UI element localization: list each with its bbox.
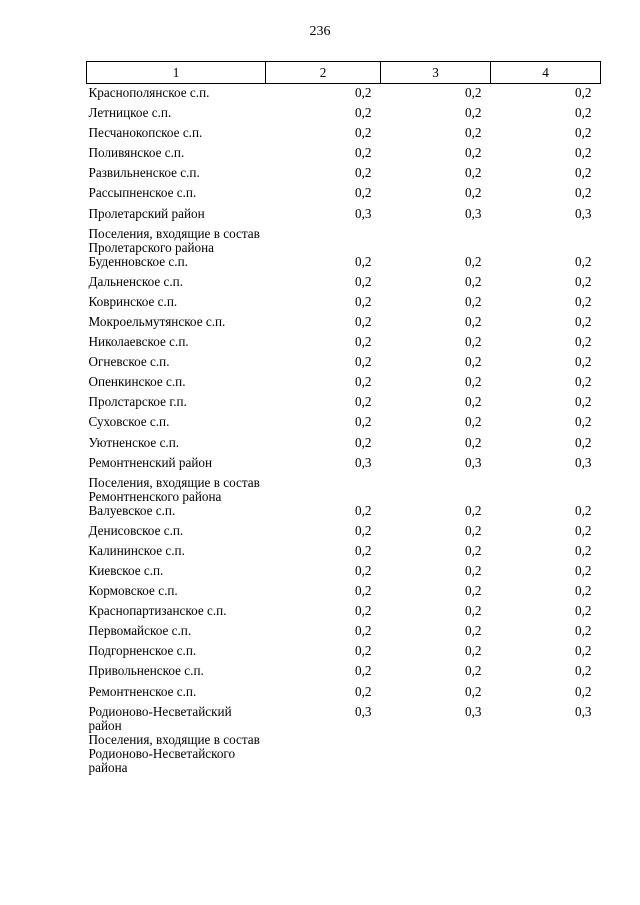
cell-name: Песчанокопское с.п. <box>88 125 203 141</box>
cell-name: Поселения, входящие в состав Родионово-Несветайского района <box>88 731 260 775</box>
cell-name: Буденновское с.п. <box>88 253 188 269</box>
cell-name: Денисовское с.п. <box>88 522 184 538</box>
cell-name: Краснополянское с.п. <box>88 85 210 100</box>
header-col-1: 1 <box>87 62 266 84</box>
cell-col-3: 0,3 <box>465 703 482 719</box>
cell-col-4: 0,2 <box>575 502 592 518</box>
header-col-2: 2 <box>266 62 381 84</box>
cell-name: Подгорненское с.п. <box>88 643 197 659</box>
cell-col-4: 0,2 <box>575 273 592 289</box>
table-row <box>87 146 601 166</box>
cell-col-3: 0,2 <box>465 603 482 619</box>
cell-col-2: 0,2 <box>355 562 372 578</box>
cell-name: Поселения, входящие в состав Ремонтненского района <box>88 474 260 504</box>
table-row <box>87 355 601 375</box>
cell-col-4: 0,2 <box>575 522 592 538</box>
page-number: 236 <box>309 24 331 39</box>
cell-name: Поливянское с.п. <box>88 145 185 161</box>
cell-name: Поселения, входящие в состав Пролетарского района <box>88 225 260 255</box>
cell-col-4: 0,2 <box>575 434 592 450</box>
cell-name: Опенкинское с.п. <box>88 374 186 390</box>
table-row <box>87 685 601 705</box>
cell-col-2: 0,2 <box>355 85 372 100</box>
cell-col-4: 0,2 <box>575 105 592 121</box>
table-row <box>87 705 601 733</box>
cell-col-3: 0,2 <box>465 522 482 538</box>
cell-name: Первомайское с.п. <box>88 623 192 639</box>
cell-col-3: 0,2 <box>465 354 482 370</box>
cell-name: Развильненское с.п. <box>88 165 200 181</box>
cell-col-4: 0,2 <box>575 374 592 390</box>
cell-col-3: 0,2 <box>465 85 482 100</box>
cell-col-3: 0,2 <box>465 293 482 309</box>
cell-col-3: 0,3 <box>465 205 482 221</box>
cell-name: Пролетарский район <box>88 205 205 221</box>
cell-name: Краснопартизанское с.п. <box>88 603 227 619</box>
cell-col-4: 0,2 <box>575 165 592 181</box>
cell-col-2: 0,2 <box>355 105 372 121</box>
cell-name: Ковринское с.п. <box>88 293 178 309</box>
cell-col-3: 0,2 <box>465 663 482 679</box>
cell-name: Дальненское с.п. <box>88 273 184 289</box>
table-row <box>87 524 601 544</box>
cell-col-2: 0,2 <box>355 434 372 450</box>
cell-col-4: 0,2 <box>575 313 592 329</box>
cell-col-4: 0,2 <box>575 683 592 699</box>
table-row <box>87 295 601 315</box>
table-row <box>87 106 601 126</box>
data-table <box>86 61 601 775</box>
cell-col-3: 0,2 <box>465 394 482 410</box>
cell-col-3: 0,2 <box>465 334 482 350</box>
table-header <box>87 62 601 84</box>
cell-col-3: 0,2 <box>465 502 482 518</box>
table-row <box>87 375 601 395</box>
table-row <box>87 504 601 524</box>
cell-col-2: 0,2 <box>355 643 372 659</box>
table-body <box>87 84 601 775</box>
cell-col-2: 0,3 <box>355 703 372 719</box>
cell-col-3: 0,2 <box>465 125 482 141</box>
table-row <box>87 395 601 415</box>
table-row <box>87 126 601 146</box>
cell-col-3: 0,2 <box>465 542 482 558</box>
cell-name: Суховское с.п. <box>88 414 170 430</box>
cell-name: Привольненское с.п. <box>88 663 204 679</box>
cell-col-4: 0,2 <box>575 85 592 100</box>
cell-col-4 <box>491 733 601 775</box>
cell-col-4: 0,3 <box>575 703 592 719</box>
cell-col-3: 0,2 <box>465 105 482 121</box>
cell-col-3: 0,2 <box>465 374 482 390</box>
cell-col-2: 0,2 <box>355 125 372 141</box>
cell-col-2: 0,2 <box>355 542 372 558</box>
cell-col-3: 0,2 <box>465 583 482 599</box>
table-row <box>87 476 601 504</box>
header-col-4: 4 <box>491 62 601 84</box>
table-row <box>87 255 601 275</box>
table-row <box>87 275 601 295</box>
cell-col-4: 0,2 <box>575 663 592 679</box>
cell-col-2: 0,2 <box>355 583 372 599</box>
cell-col-2: 0,2 <box>355 414 372 430</box>
cell-col-3 <box>381 476 491 504</box>
table-row <box>87 624 601 644</box>
cell-col-2: 0,2 <box>355 374 372 390</box>
cell-name: Ремонтненское с.п. <box>88 683 197 699</box>
cell-name: Мокроельмутянское с.п. <box>88 313 226 329</box>
cell-col-2: 0,2 <box>355 623 372 639</box>
table-row <box>87 415 601 435</box>
cell-col-3 <box>381 733 491 775</box>
cell-col-2: 0,2 <box>355 394 372 410</box>
cell-col-3: 0,2 <box>465 273 482 289</box>
table-row <box>87 644 601 664</box>
cell-col-4: 0,2 <box>575 394 592 410</box>
cell-name: Киевское с.п. <box>88 562 164 578</box>
cell-col-3: 0,2 <box>465 185 482 201</box>
cell-col-2 <box>266 476 381 504</box>
cell-col-3: 0,2 <box>465 145 482 161</box>
cell-col-4: 0,3 <box>575 454 592 470</box>
cell-name: Огневское с.п. <box>88 354 170 370</box>
cell-col-2: 0,2 <box>355 293 372 309</box>
cell-col-3 <box>381 227 491 255</box>
cell-col-4: 0,2 <box>575 145 592 161</box>
cell-col-2: 0,2 <box>355 502 372 518</box>
cell-name: Пролстарское г.п. <box>88 394 187 410</box>
table-row <box>87 335 601 355</box>
cell-col-2: 0,3 <box>355 205 372 221</box>
table-row <box>87 186 601 206</box>
cell-col-2: 0,2 <box>355 273 372 289</box>
header-col-3: 3 <box>381 62 491 84</box>
cell-col-2: 0,2 <box>355 165 372 181</box>
table-row <box>87 564 601 584</box>
cell-col-3: 0,2 <box>465 643 482 659</box>
table-row <box>87 456 601 476</box>
cell-name: Родионово-Несветайский район <box>88 703 232 733</box>
cell-col-3: 0,2 <box>465 414 482 430</box>
cell-col-4: 0,2 <box>575 562 592 578</box>
cell-col-2: 0,2 <box>355 603 372 619</box>
cell-col-2: 0,3 <box>355 454 372 470</box>
cell-col-4: 0,3 <box>575 205 592 221</box>
table-row <box>87 207 601 227</box>
cell-col-4: 0,2 <box>575 583 592 599</box>
cell-name: Валуевское с.п. <box>88 502 176 518</box>
cell-name: Ремонтненский район <box>88 454 213 470</box>
cell-col-4: 0,2 <box>575 643 592 659</box>
cell-col-2: 0,2 <box>355 663 372 679</box>
cell-col-3: 0,2 <box>465 313 482 329</box>
cell-col-3: 0,3 <box>465 454 482 470</box>
cell-name: Уютненское с.п. <box>88 434 180 450</box>
table-row <box>87 315 601 335</box>
cell-col-2: 0,2 <box>355 334 372 350</box>
table-row <box>87 227 601 255</box>
cell-col-4: 0,2 <box>575 354 592 370</box>
cell-col-4: 0,2 <box>575 185 592 201</box>
cell-col-3: 0,2 <box>465 623 482 639</box>
cell-col-3: 0,2 <box>465 562 482 578</box>
cell-col-4: 0,2 <box>575 125 592 141</box>
cell-name: Летницкое с.п. <box>88 105 172 121</box>
cell-col-2: 0,2 <box>355 185 372 201</box>
table-row <box>87 604 601 624</box>
cell-col-2: 0,2 <box>355 354 372 370</box>
cell-col-4: 0,2 <box>575 293 592 309</box>
cell-col-2: 0,2 <box>355 145 372 161</box>
table-row <box>87 544 601 564</box>
table-row <box>87 733 601 775</box>
cell-col-2: 0,2 <box>355 683 372 699</box>
cell-col-4: 0,2 <box>575 623 592 639</box>
cell-col-4: 0,2 <box>575 253 592 269</box>
cell-col-4 <box>491 476 601 504</box>
cell-col-4 <box>491 227 601 255</box>
cell-col-4: 0,2 <box>575 542 592 558</box>
table-row <box>87 584 601 604</box>
cell-col-2 <box>266 227 381 255</box>
table-row <box>87 84 601 107</box>
table-row <box>87 166 601 186</box>
cell-col-2 <box>266 733 381 775</box>
cell-col-4: 0,2 <box>575 414 592 430</box>
table-row <box>87 436 601 456</box>
cell-name: Кормовское с.п. <box>88 583 178 599</box>
table-row <box>87 664 601 684</box>
cell-col-2: 0,2 <box>355 253 372 269</box>
cell-col-3: 0,2 <box>465 683 482 699</box>
cell-col-2: 0,2 <box>355 522 372 538</box>
cell-name: Николаевское с.п. <box>88 334 189 350</box>
cell-col-4: 0,2 <box>575 334 592 350</box>
cell-col-4: 0,2 <box>575 603 592 619</box>
cell-name: Калининское с.п. <box>88 542 185 558</box>
cell-col-3: 0,2 <box>465 165 482 181</box>
cell-col-3: 0,2 <box>465 434 482 450</box>
cell-col-3: 0,2 <box>465 253 482 269</box>
cell-name: Рассыпненское с.п. <box>88 185 197 201</box>
header-row <box>87 62 601 84</box>
cell-col-2: 0,2 <box>355 313 372 329</box>
